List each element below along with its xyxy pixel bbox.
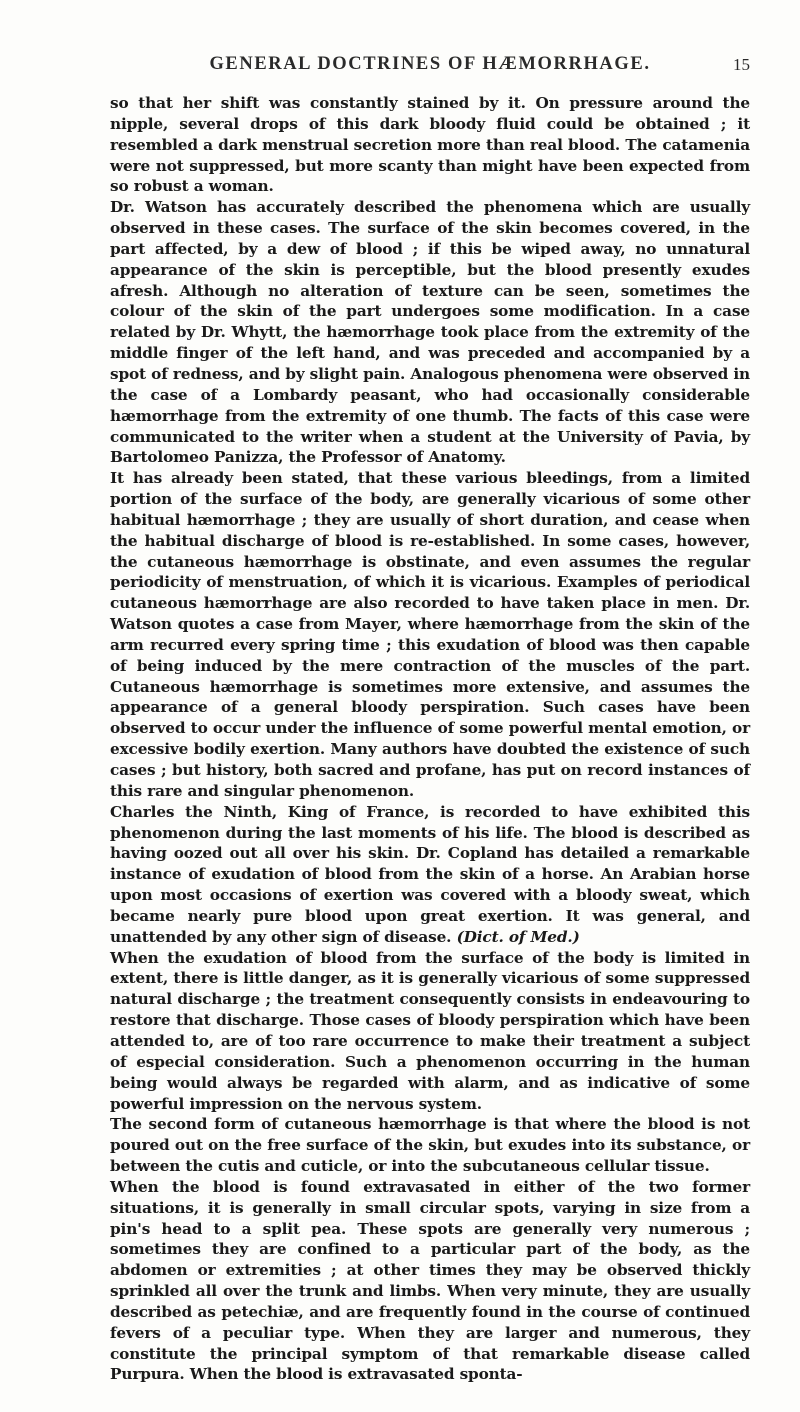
paragraph-2: Dr. Watson has accurately described the phenomena which are usually observed in these cases. The surface of the skin becomes covered, in the part affected, by a dew of blood ; if this be wiped away, no unnatural appearance of the skin is perceptible, but the blood presently exudes afresh. Although no alteration of texture can be seen, sometimes the colour of the skin of the part undergoes some modification. In a case related by Dr. Whytt, the hæmorrhage took place from the extremity of the middle finger of the left hand, and was preceded and accompanied by a spot of redness, and by slight pain. Analogous phenomena were observed in the case of a Lombardy peasant, who had occasionally considerable hæmorrhage from the extremity of one thumb. The facts of this case were communicated to the writer when a student at the University of Pavia, by Bartolomeo Panizza, the Professor of Anatomy. xyxy=(110,198,750,467)
paragraph-5: When the exudation of blood from the surface of the body is limited in extent, there is little danger, as it is generally vicarious of some suppressed natural discharge ; the treatment consequently consists in endeavouring to restore that discharge. Those cases of bloody perspiration which have been attended to, are of too rare occurrence to make their treatment a subject of especial consideration. Such a phenomenon occurring in the human being would always be regarded with alarm, and as indicative of some powerful impression on the nervous system. xyxy=(110,948,750,1113)
running-title: GENERAL DOCTRINES OF HÆMORRHAGE. xyxy=(209,54,651,74)
citation-dict-of-med: (Dict. of Med.) xyxy=(456,927,580,946)
paragraph-1: so that her shift was constantly stained by it. On pressure around the nipple, several drops of this dark bloody fluid could be obtained ; it resembled a dark menstrual secretion more than real blood. The catamenia were not suppressed, but more scanty than might have been expected from so robust a woman. xyxy=(110,94,750,196)
paragraph-3: It has already been stated, that these various bleedings, from a limited portion of the surface of the body, are generally vicarious of some other habitual hæmorrhage ; they are usually of short duration, and cease when the habitual discharge of blood is re-established. In some cases, however, the cutaneous hæmorrhage is obstinate, and even assumes the regular periodicity of menstruation, of which it is vicarious. Examples of periodical cutaneous hæmorrhage are also recorded to have taken place in men. Dr. Watson quotes a case from Mayer, where hæmorrhage from the skin of the arm recurred every spring time ; this exudation of blood was then capable of being induced by the mere contraction of the muscles of the part. Cutaneous hæmorrhage is sometimes more extensive, and assumes the appearance of a general bloody perspiration. Such cases have been observed to occur under the influence of some powerful mental emotion, or excessive bodily exertion. Many authors have doubted the existence of such cases ; but history, both sacred and profane, has put on record instances of this rare and singular phenomenon. xyxy=(110,469,750,800)
paragraph-7: When the blood is found extravasated in either of the two former situations, it is generally in small circular spots, varying in size from a pin's head to a split pea. These spots are generally very numerous ; sometimes they are confined to a particular part of the body, as the abdomen or extremities ; at other times they may be observed thickly sprinkled all over the trunk and limbs. When very minute, they are usually described as petechiæ, and are frequently found in the course of continued fevers of a peculiar type. When they are larger and numerous, they constitute the principal symptom of that remarkable disease called Purpura. When the blood is extravasated sponta- xyxy=(110,1177,750,1384)
paragraph-6: The second form of cutaneous hæmorrhage is that where the blood is not poured out on the free surface of the skin, but exudes into its substance, or between the cutis and cuticle, or into the subcutaneous cellular tissue. xyxy=(110,1115,750,1176)
running-header xyxy=(110,54,750,80)
paragraph-4-text: Charles the Ninth, King of France, is recorded to have exhibited this phenomenon during the last moments of his life. The blood is described as having oozed out all over his skin. Dr. Copland has detailed a remarkable instance of exudation of blood from the skin of a horse. An Arabian horse upon most occasions of exertion was covered with a bloody sweat, which became nearly pure blood upon great exertion. It was general, and unattended by any other sign of disease. xyxy=(110,802,750,946)
paragraph-4 xyxy=(110,802,750,948)
body-text xyxy=(110,93,750,1385)
page-number: 15 xyxy=(733,55,750,74)
